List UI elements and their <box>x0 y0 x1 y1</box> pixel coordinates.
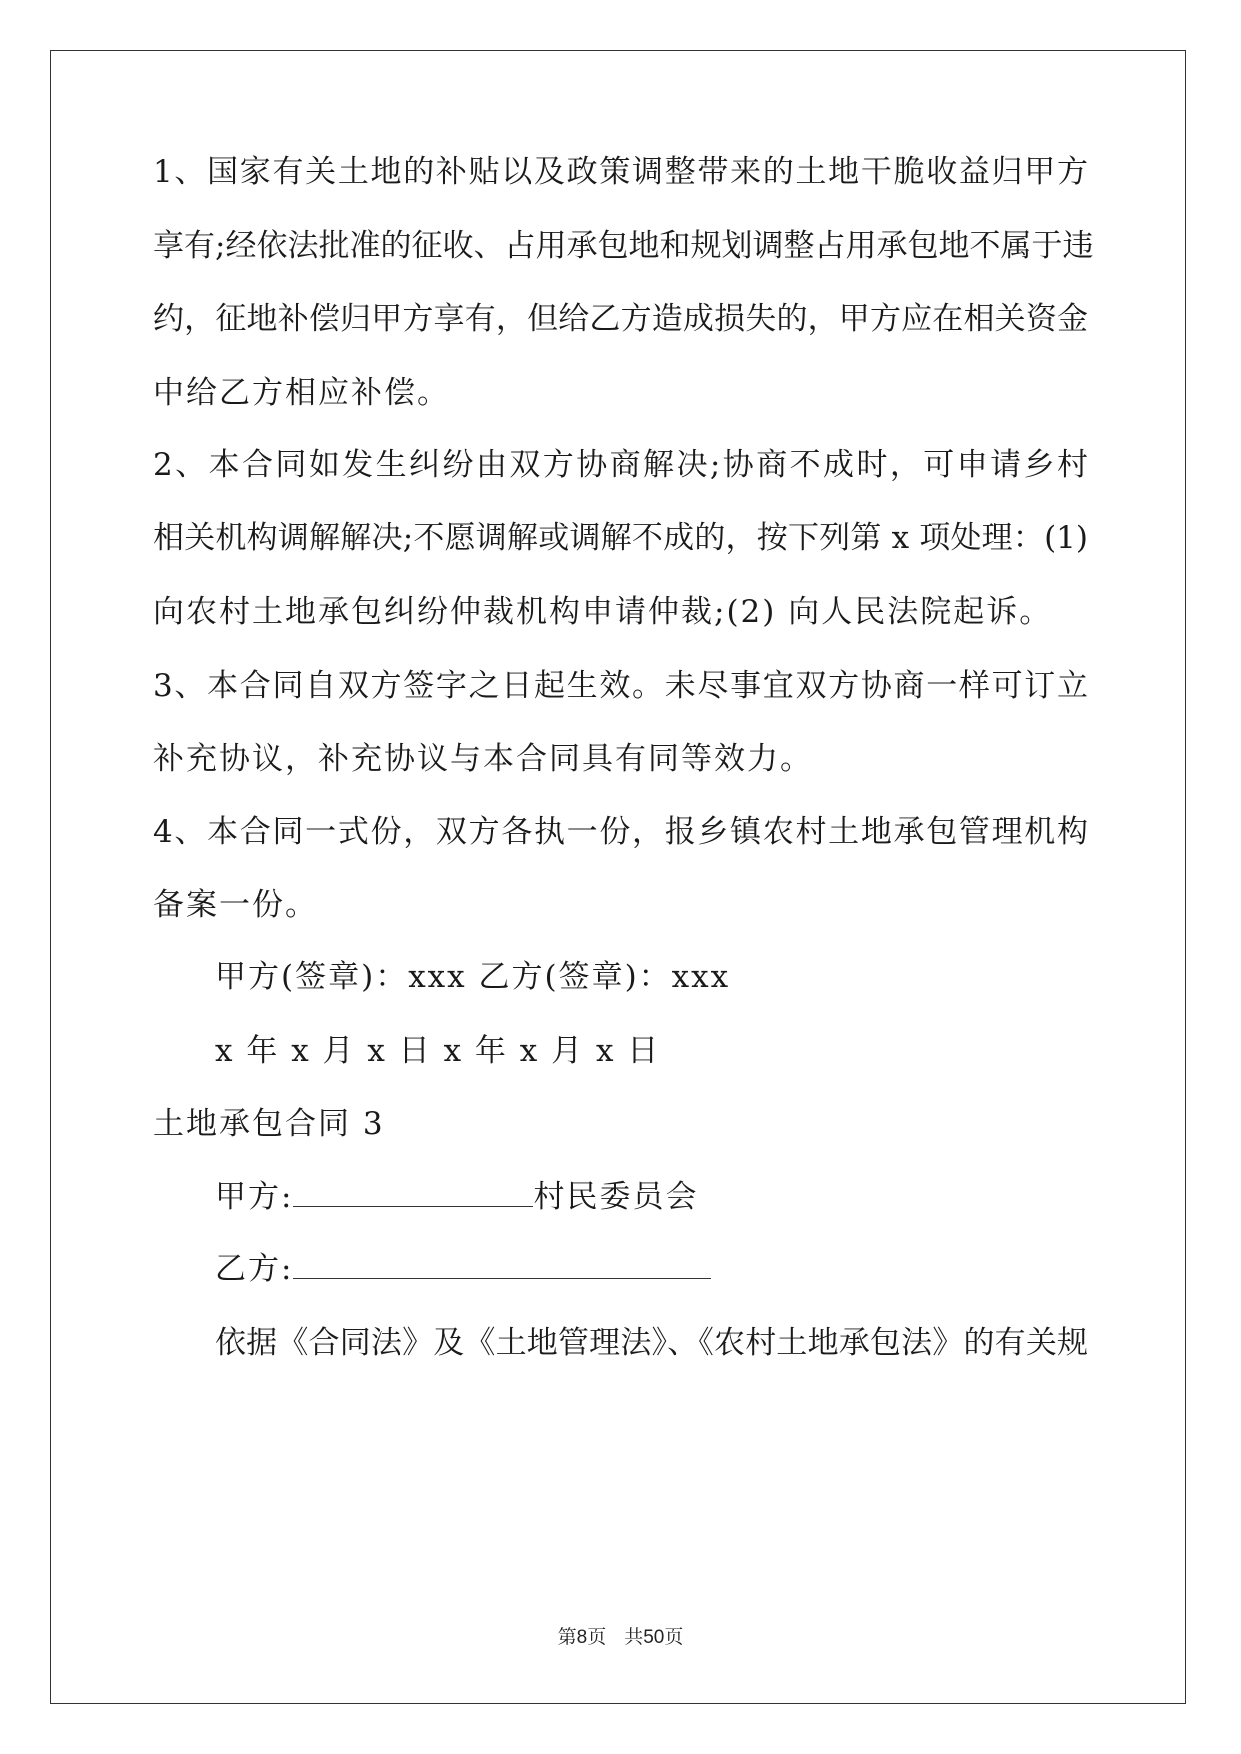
signature-line: 甲方(签章)：xxx 乙方(签章)：xxx <box>215 959 731 995</box>
paragraph-1-line-1: 1、国家有关土地的补贴以及政策调整带来的土地干脆收益归甲方 <box>153 154 1088 190</box>
footer-page-prefix: 第 <box>557 1626 577 1648</box>
footer-page-unit: 页 <box>587 1626 607 1648</box>
paragraph-2-line-3: 向农村土地承包纠纷仲裁机构申请仲裁;(2) 向人民法院起诉。 <box>153 594 1053 630</box>
party-b-blank <box>293 1250 711 1279</box>
date-line: x 年 x 月 x 日 x 年 x 月 x 日 <box>215 1033 661 1069</box>
paragraph-3-line-2: 补充协议，补充协议与本合同具有同等效力。 <box>153 741 813 777</box>
paragraph-3-line-1: 3、本合同自双方签字之日起生效。未尽事宜双方协商一样可订立 <box>153 668 1088 704</box>
paragraph-2-line-1: 2、本合同如发生纠纷由双方协商解决;协商不成时，可申请乡村 <box>153 447 1088 483</box>
paragraph-1-line-2: 享有;经依法批准的征收、占用承包地和规划调整占用承包地不属于违 <box>153 228 1094 264</box>
section-title: 土地承包合同 3 <box>153 1106 385 1142</box>
footer-page-number: 8 <box>576 1627 588 1648</box>
footer-total-prefix: 共 <box>624 1626 644 1648</box>
page-footer <box>0 1622 1241 1649</box>
paragraph-4-line-2: 备案一份。 <box>153 887 318 923</box>
paragraph-4-line-1: 4、本合同一式份，双方各执一份，报乡镇农村土地承包管理机构 <box>153 814 1088 850</box>
party-a-suffix: 村民委员会 <box>533 1179 699 1215</box>
basis-line: 依据《合同法》及《土地管理法》、《农村土地承包法》的有关规 <box>215 1325 1088 1361</box>
footer-total-unit: 页 <box>664 1626 684 1648</box>
paragraph-1-line-4: 中给乙方相应补偿。 <box>153 375 450 411</box>
paragraph-1-line-3: 约，征地补偿归甲方享有，但给乙方造成损失的，甲方应在相关资金 <box>153 301 1088 337</box>
footer-total-pages: 50 <box>643 1627 665 1648</box>
party-b-line <box>215 1249 711 1289</box>
party-b-label: 乙方: <box>215 1251 294 1287</box>
party-a-line <box>215 1177 698 1217</box>
party-a-label: 甲方: <box>215 1179 294 1215</box>
party-a-blank <box>293 1178 533 1207</box>
paragraph-2-line-2: 相关机构调解解决;不愿调解或调解不成的，按下列第 x 项处理：(1) <box>153 520 1088 556</box>
